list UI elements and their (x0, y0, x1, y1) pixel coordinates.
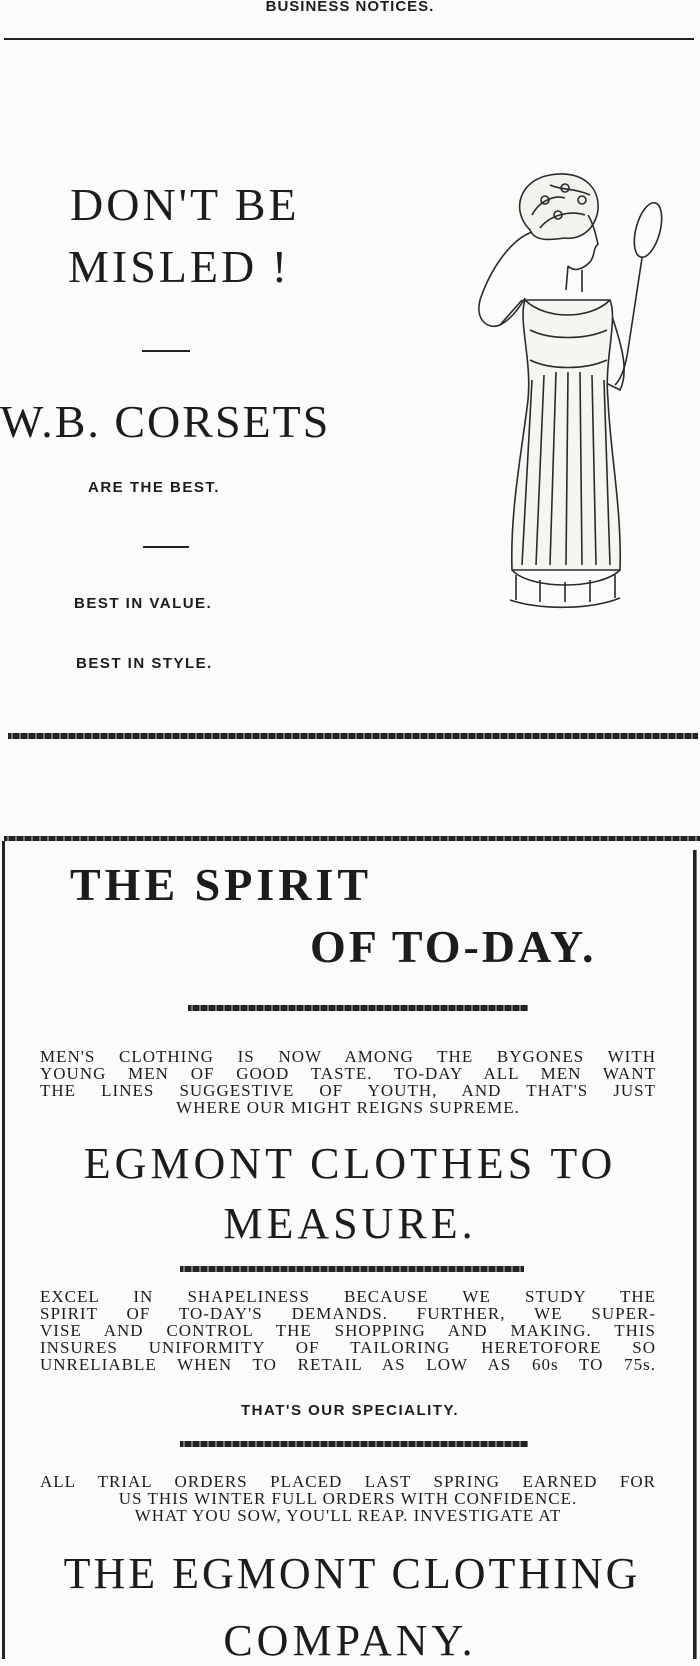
paragraph-line: MEN'S CLOTHING IS NOW AMONG THE BYGONES WITH (40, 1047, 656, 1066)
short-divider (143, 546, 189, 548)
company-name-line-1: THE EGMONT CLOTHING (63, 1549, 641, 1598)
divider-rule (180, 1266, 524, 1272)
paragraph-line: EXCEL IN SHAPELINESS BECAUSE WE STUDY THE (40, 1287, 656, 1306)
brand-name: W.B. CORSETS (0, 396, 331, 447)
paragraph-line: INSURES UNIFORMITY OF TAILORING HERETOFORE SO (40, 1338, 656, 1357)
headline-line-1: DON'T BE (70, 179, 300, 230)
divider-rule (188, 1005, 528, 1011)
paragraph-line: US THIS WINTER FULL ORDERS WITH CONFIDENCE. (118, 1489, 578, 1508)
paragraph-line: SPIRIT OF TO-DAY'S DEMANDS. FURTHER, WE SUPER- (40, 1304, 656, 1323)
divider-rule (8, 733, 698, 739)
headline-line-2: MISLED ! (68, 241, 291, 292)
details-paragraph (40, 1288, 656, 1373)
header-divider (4, 38, 694, 40)
tagline: ARE THE BEST. (88, 479, 221, 496)
short-divider (142, 350, 190, 352)
border-left (2, 841, 5, 1659)
paragraph-line: WHAT YOU SOW, YOU'LL REAP. INVESTIGATE AT (134, 1506, 562, 1525)
paragraph-line: ALL TRIAL ORDERS PLACED LAST SPRING EARNED FOR (40, 1472, 656, 1491)
subheadline-line-2: MEASURE. (223, 1199, 477, 1248)
paragraph-line: WHERE OUR MIGHT REIGNS SUPREME. (176, 1098, 520, 1117)
section-header: BUSINESS NOTICES. (265, 0, 435, 15)
selling-point: BEST IN VALUE. (74, 595, 213, 612)
paragraph-line: VISE AND CONTROL THE SHOPPING AND MAKING. THIS (40, 1321, 656, 1340)
headline-line-2: OF TO-DAY. (310, 921, 597, 972)
intro-paragraph (40, 1048, 656, 1116)
divider-rule (180, 1441, 528, 1447)
divider-rule (4, 836, 700, 841)
border-right (693, 850, 697, 1659)
company-name-line-2: COMPANY. (223, 1616, 477, 1665)
corset-woman-illustration (470, 170, 670, 640)
paragraph-line: THE LINES SUGGESTIVE OF YOUTH, AND THAT'S JUST (40, 1081, 656, 1100)
speciality-line: THAT'S OUR SPECIALITY. (241, 1402, 459, 1419)
closing-paragraph (40, 1473, 656, 1524)
selling-point: BEST IN STYLE. (76, 655, 213, 672)
paragraph-line: UNRELIABLE WHEN TO RETAIL AS LOW AS 60s TO 75s. (40, 1355, 656, 1374)
subheadline-line-1: EGMONT CLOTHES TO (83, 1139, 617, 1188)
headline-line-1: THE SPIRIT (70, 859, 373, 910)
paragraph-line: YOUNG MEN OF GOOD TASTE. TO-DAY ALL MEN WANT (40, 1064, 656, 1083)
